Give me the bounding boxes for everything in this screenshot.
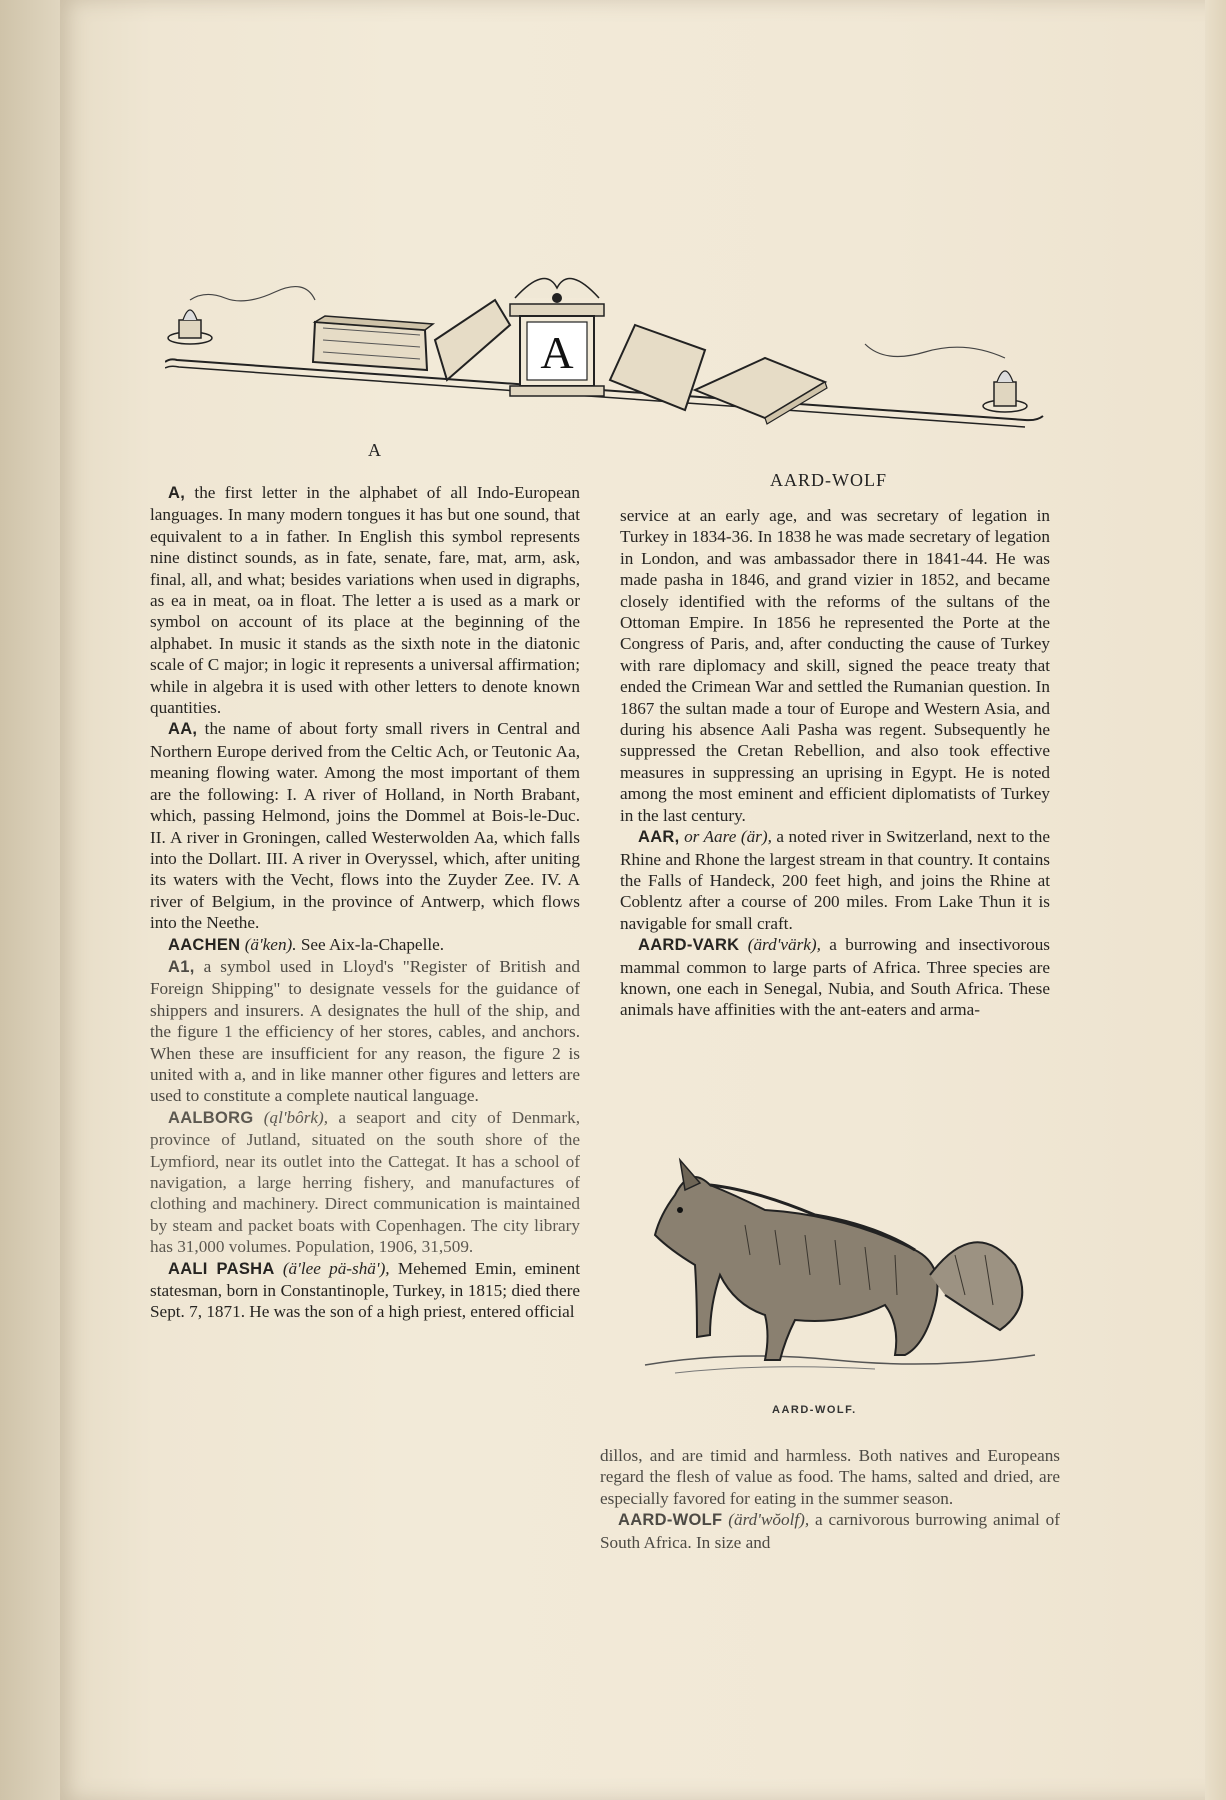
entry-aard-vark-continued: dillos, and are timid and harmless. Both natives and Europeans regard the flesh of value as food. The hams, salted and dried, are especially favored for eating in the summer season. — [600, 1446, 1060, 1508]
right-column-bottom — [600, 1445, 1060, 1553]
oil-lamp-left-icon — [168, 287, 315, 344]
entry-a: A, the first letter in the alphabet of all Indo-European languages. In many modern tongues it has but one sound, that equivalent to a in father. In English this symbol represents nine distinct sounds, as in fate, senate, fare, mat, arm, ask, final, all, and what; besides variations when used in digraphs, as ea in meat, oa in float. The letter a is used as a mark or symbol on account of its place at the beginning of the alphabet. In music it stands as the sixth note in the diatonic scale of C major; in logic it represents a universal affirmation; while in algebra it is used with other letters to denote known quantities. — [150, 483, 580, 718]
oil-lamp-right-icon — [865, 344, 1027, 412]
page-edge — [1205, 0, 1226, 1800]
entry-aard-wolf: AARD-WOLF (ärd'wŏolf), a carnivorous burrowing animal of South Africa. In size and — [600, 1510, 1060, 1552]
letter-pedestal — [510, 279, 604, 396]
books-left-icon — [313, 300, 510, 380]
right-column-heading: AARD-WOLF — [770, 470, 887, 490]
entry-aali-pasha-continued: service at an early age, and was secretary of legation in Turkey in 1834-36. In 1838 he was made secretary of legation in London, and was ambassador there in 1841-44. He was made pasha in 1846, and grand vizier in 1852, and became closely identified with the reforms of the sultans of the Ottoman Empire. In 1856 he represented the Porte at the Congress of Paris, and, after conducting the cause of Turkey with rare diplomacy and skill, signed the peace treaty that ended the Crimean War and settled the Rumanian question. In 1867 the sultan made a tour of Europe and Western Asia, and during his absence Aali Pasha was regent. Subsequently he suppressed the Cretan Rebellion, and also took effective measures in suppressing an uprising in Egypt. He is noted among the most eminent and efficient diplomatists of Turkey in the last century. — [620, 506, 1050, 825]
entry-aar: AAR, or Aare (är), a noted river in Switzerland, next to the Rhine and Rhone the largest stream in that country. It contains the Falls of Handeck, 200 feet high, and joins the Rhine at Coblentz after a course of 200 miles. From Lake Thun it is navigable for small craft. — [620, 827, 1050, 933]
entry-aachen: AACHEN (ä'ken). See Aix-la-Chapelle. — [168, 934, 445, 954]
svg-text:A: A — [540, 327, 574, 378]
left-column-heading: A — [368, 440, 382, 460]
header-ornament — [165, 270, 1045, 450]
left-column — [150, 482, 580, 1323]
entry-aali-pasha: AALI PASHA (ä'lee pä-shä'), Mehemed Emin, eminent statesman, born in Constantinople, Turkey, in 1815; died there Sept. 7, 1871. He was the son of a high priest, entered official — [150, 1258, 580, 1322]
aard-wolf-illustration — [615, 1155, 1045, 1385]
illustration-caption: AARD-WOLF. — [772, 1404, 857, 1416]
entry-aa: AA, the name of about forty small rivers in Central and Northern Europe derived from the Celtic Ach, or Teutonic Aa, meaning flowing water. Among the most important of them are the following: I. A river of Holland, in North Brabant, which, passing Helmond, joins the Dommel at Bois-le-Duc. II. A river in Groningen, called Westerwolden Aa, which falls into the Dollart. III. A river in Overyssel, which, after uniting its waters with the Vecht, flows into the Zuyder Zee. IV. A river of Belgium, in the province of Antwerp, which flows into the Neethe. — [150, 719, 580, 933]
books-right-icon — [610, 325, 827, 424]
entry-aard-vark: AARD-VARK (ärd'värk), a burrowing and insectivorous mammal common to large parts of Africa. Three species are known, one each in Senegal, Nubia, and South Africa. These animals have affinities with the ant-eaters and arma- — [620, 935, 1051, 1020]
right-column-top — [620, 505, 1050, 1021]
entry-a1: A1, a symbol used in Lloyd's "Register of British and Foreign Shipping" to designate vessels for the guidance of shippers and insurers. A designates the hull of the ship, and the figure 1 the efficiency of her stores, cables, and anchors. When these are insufficient for any reason, the figure 2 is united with a, and in like manner other figures and letters are used to constitute a complete nautical language. — [150, 956, 580, 1106]
entry-aalborg: AALBORG (ąl'bôrk), a seaport and city of Denmark, province of Jutland, situated on the south shore of the Lymfiord, near its outlet into the Cattegat. It has a school of navigation, a large herring fishery, and manufactures of clothing and machinery. Direct communication is maintained by steam and packet boats with Copenhagen. The city library has 31,000 volumes. Population, 1906, 31,509. — [150, 1107, 580, 1257]
